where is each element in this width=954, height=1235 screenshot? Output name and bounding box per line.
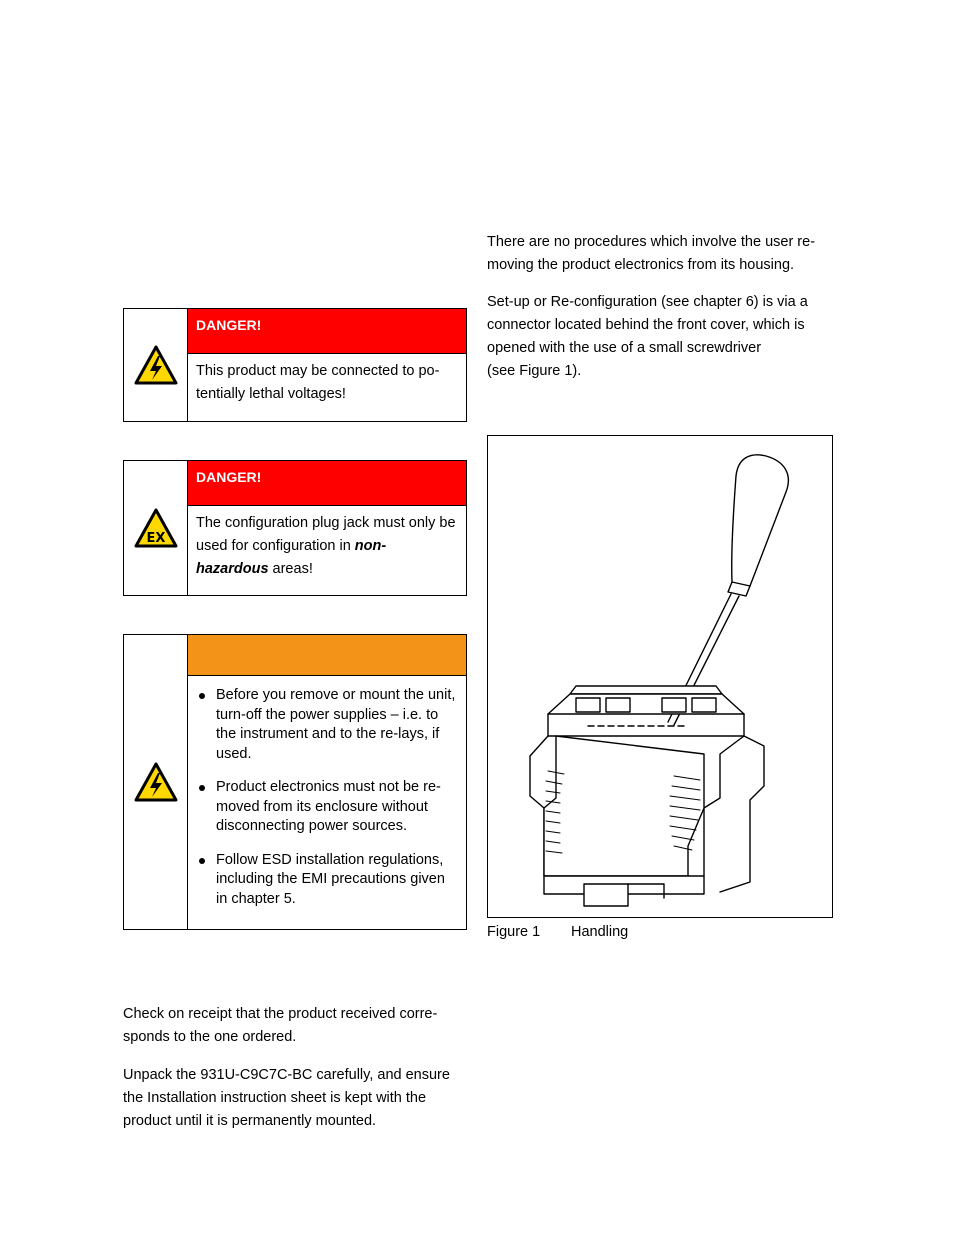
caution-header [188, 635, 466, 676]
ex-explosion-icon [134, 508, 178, 548]
warning-icon-cell [124, 635, 188, 929]
list-item: Before you remove or mount the unit, turn-off the power supplies – i.e. to the instrument and to the re-lays, if used. [216, 686, 458, 764]
para2-line-4: (see Figure 1). [487, 363, 582, 379]
warning-icon-cell [124, 309, 188, 421]
danger-header: DANGER! [188, 309, 466, 354]
handling-paragraph-1: There are no procedures which involve the user re-moving the product electronics from its housing. [487, 234, 816, 273]
list-item: Product electronics must not be re-moved from its enclosure without disconnecting power sources. [216, 778, 458, 837]
figure-caption [487, 924, 628, 940]
handling-paragraph-2 [487, 291, 832, 383]
para2-line-1: Set-up or Re-configuration (see chapter 6) is via a [487, 294, 808, 310]
list-item: Follow ESD installation regulations, including the EMI precautions given in chapter 5. [216, 851, 458, 910]
svg-text:EX: EX [146, 531, 165, 546]
receipt-paragraph: Check on receipt that the product received corre-sponds to the one ordered. [123, 1006, 438, 1045]
high-voltage-icon [134, 345, 178, 385]
caution-body [188, 676, 466, 929]
danger-body: This product may be connected to po-tentially lethal voltages! [196, 363, 440, 402]
danger-body-emphasis: non-hazardous [196, 538, 387, 577]
danger-body-suffix: areas! [268, 561, 313, 577]
para2-line-2: connector located behind the front cover, which is [487, 317, 805, 333]
danger-body-text: The configuration plug jack must only be used for configuration in [196, 515, 456, 554]
caution-list [196, 686, 458, 909]
para2-line-3: opened with the use of a small screwdriver [487, 340, 762, 356]
figure-handling [487, 435, 833, 918]
caution-box-power [123, 634, 467, 930]
danger-box-ex [123, 460, 467, 596]
danger-header: DANGER! [188, 461, 466, 506]
figure-caption-text: Handling [571, 924, 629, 940]
danger-box-voltage [123, 308, 467, 422]
high-voltage-icon [134, 762, 178, 802]
warning-icon-cell [124, 461, 188, 595]
screwdriver-opening-housing-illustration [488, 436, 832, 917]
danger-body [188, 506, 466, 587]
unpack-paragraph: Unpack the 931U-C9C7C-BC carefully, and ensure the Installation instruction sheet is kept with the product until it is permanently mounted. [123, 1067, 450, 1129]
figure-label: Figure 1 [487, 924, 541, 940]
